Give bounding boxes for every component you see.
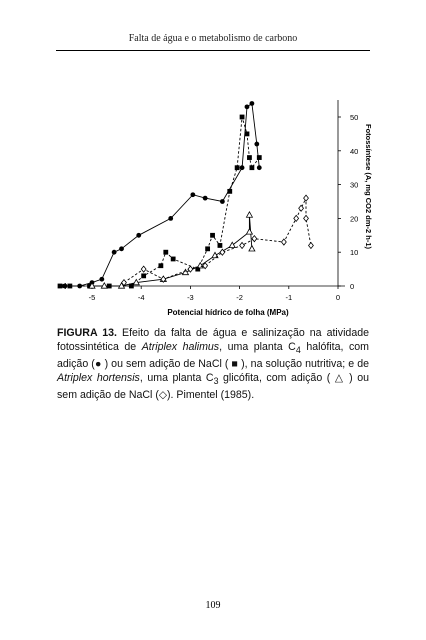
data-point-triangle xyxy=(212,252,218,257)
data-point-square xyxy=(257,155,262,160)
data-point-square xyxy=(245,132,250,137)
caption-label: FIGURA 13. xyxy=(57,327,117,339)
caption-segment: halófita, com adição (● ) ou sem adição de NaCl ( ■ ), na solução nutritiva; e de xyxy=(57,341,369,371)
y-tick-label: 0 xyxy=(350,282,355,291)
data-point-square xyxy=(218,243,223,248)
data-point-diamond xyxy=(141,266,146,272)
x-tick-label: -1 xyxy=(285,293,293,302)
data-point-square xyxy=(227,189,232,194)
data-point-square xyxy=(235,165,240,170)
data-point-circle xyxy=(220,199,225,204)
data-point-circle xyxy=(240,165,245,170)
data-point-square xyxy=(210,233,215,238)
data-point-circle xyxy=(168,216,173,221)
figure-caption xyxy=(57,326,369,402)
data-point-circle xyxy=(257,165,262,170)
caption-segment: Efeito da falta de água e salinização na atividade fotossintética de xyxy=(57,327,369,353)
y-axis-label: Fotossíntese (A, mg CO2 dm-2 h-1) xyxy=(364,124,373,250)
x-axis-label: Potencial hídrico de folha (MPa) xyxy=(167,308,289,317)
caption-segment: , uma planta C xyxy=(139,372,214,385)
chart-series xyxy=(58,101,314,288)
data-point-diamond xyxy=(252,236,257,242)
running-head: Falta de água e o metabolismo de carbono xyxy=(128,33,298,44)
data-point-circle xyxy=(245,104,250,109)
caption-segment: Atriplex halimus xyxy=(141,341,220,353)
data-point-square xyxy=(171,257,176,262)
data-point-triangle xyxy=(249,246,255,251)
data-point-square xyxy=(250,165,255,170)
data-point-triangle xyxy=(246,212,252,217)
x-tick-label: 0 xyxy=(335,293,341,302)
data-point-circle xyxy=(136,233,141,238)
series-circle xyxy=(63,101,262,288)
x-tick-label: -3 xyxy=(187,293,194,302)
x-tick-label: -4 xyxy=(137,293,145,302)
data-point-diamond xyxy=(299,205,304,211)
data-point-square xyxy=(158,263,163,268)
data-point-square xyxy=(205,246,210,251)
caption-segment: 4 xyxy=(295,345,301,356)
data-point-circle xyxy=(250,101,255,106)
page-number: 109 xyxy=(205,600,221,611)
series-line xyxy=(60,117,259,286)
data-point-diamond xyxy=(304,215,309,221)
data-point-circle xyxy=(119,246,124,251)
data-point-diamond xyxy=(304,195,309,201)
data-point-square xyxy=(141,273,146,278)
y-tick-label: 30 xyxy=(350,180,359,190)
data-point-square xyxy=(240,115,245,120)
data-point-circle xyxy=(254,142,259,147)
data-point-diamond xyxy=(294,215,299,221)
y-tick-label: 40 xyxy=(350,146,359,156)
data-point-circle xyxy=(99,277,104,282)
y-tick-label: 10 xyxy=(350,248,359,258)
data-point-square xyxy=(247,155,252,160)
data-point-square xyxy=(163,250,168,255)
series-line xyxy=(65,104,259,287)
y-tick-label: 50 xyxy=(350,113,359,122)
caption-segment: 3 xyxy=(213,376,219,387)
x-tick-label: -5 xyxy=(88,293,96,302)
data-point-square xyxy=(58,284,63,289)
y-tick-label: 20 xyxy=(350,214,359,224)
series-square xyxy=(58,115,262,289)
data-point-circle xyxy=(190,192,195,197)
x-tick-label: -2 xyxy=(236,293,243,302)
data-point-triangle xyxy=(229,242,235,247)
data-point-triangle xyxy=(101,283,107,288)
caption-segment: glicófita, com adição ( △ ) ou sem adição de NaCl (◇). Pimentel (1985). xyxy=(57,372,369,402)
caption-segment: Atriplex hortensis xyxy=(57,372,140,385)
data-point-circle xyxy=(112,250,117,255)
data-point-diamond xyxy=(240,242,245,248)
data-point-circle xyxy=(203,196,208,201)
data-point-diamond xyxy=(309,242,314,248)
caption-segment: , uma planta C xyxy=(219,341,296,353)
data-point-triangle xyxy=(246,229,252,234)
data-point-square xyxy=(67,284,72,289)
data-point-diamond xyxy=(281,239,286,245)
